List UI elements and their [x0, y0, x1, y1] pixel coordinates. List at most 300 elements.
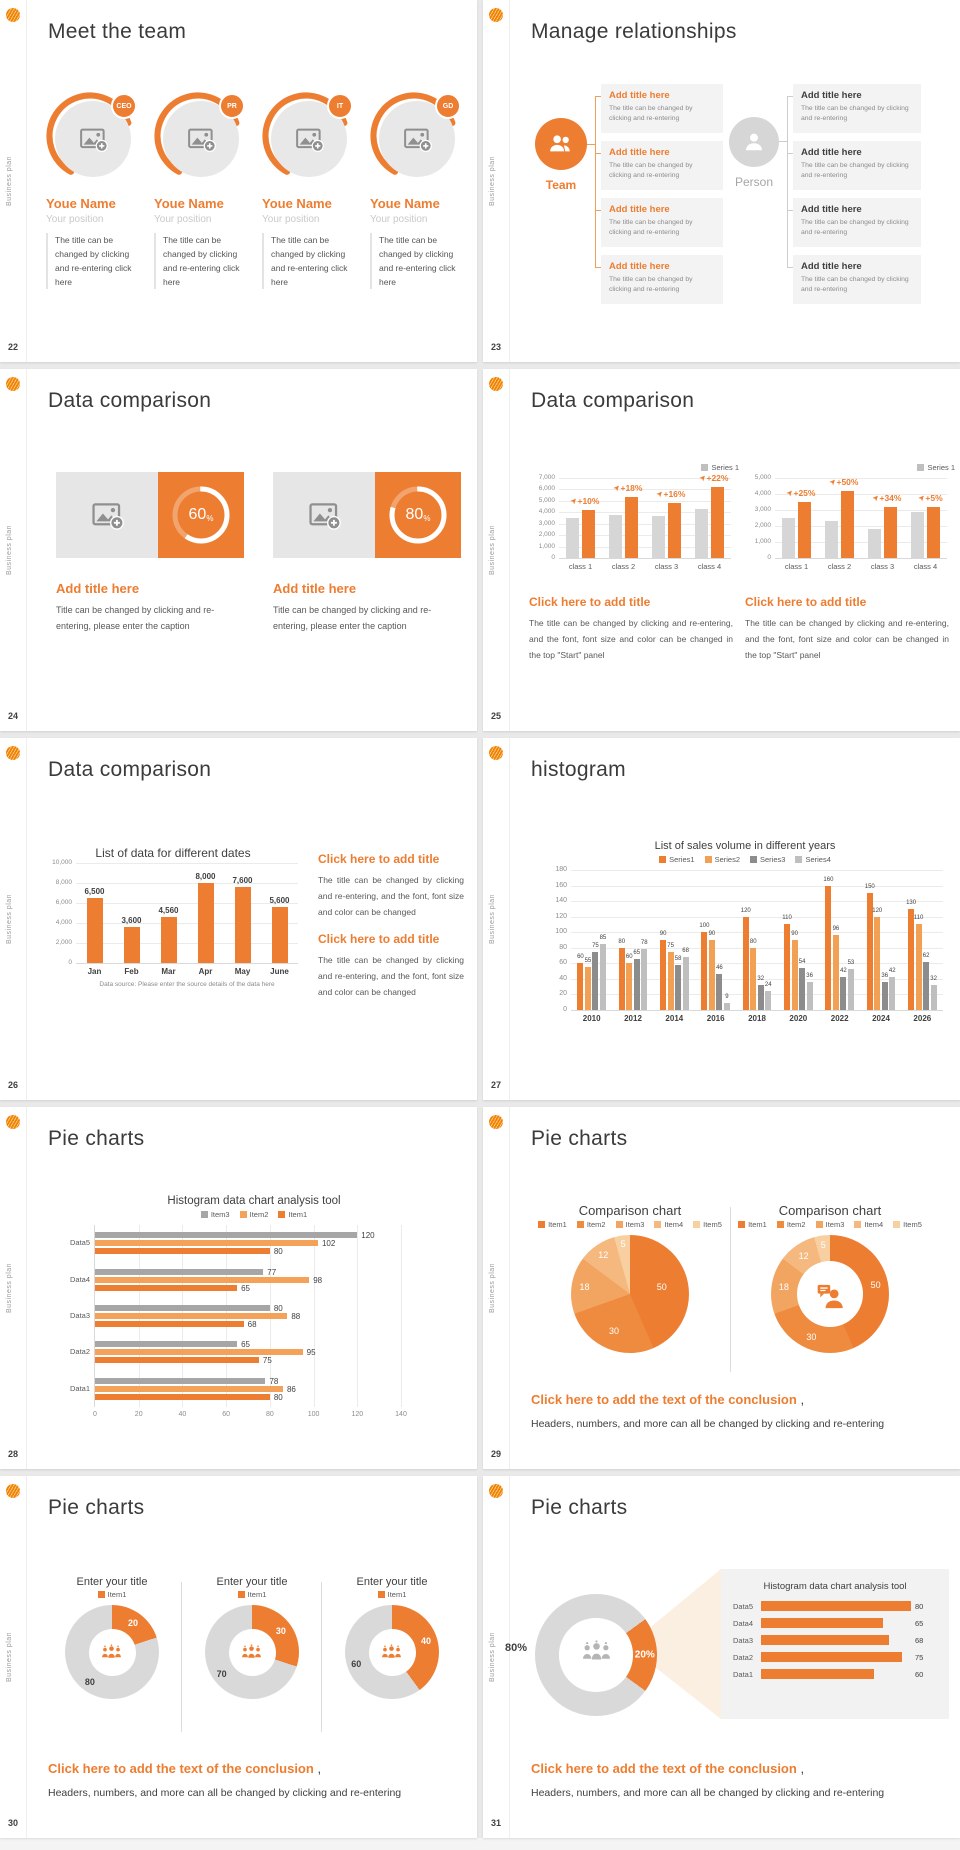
plot-area [538, 473, 731, 571]
caption-body: The title can be changed by clicking and re-entering, and the font, font size and color can be changed [318, 875, 464, 918]
chart-legend [745, 463, 955, 472]
y-tick: 5,000 [538, 496, 555, 504]
legend-label: Item2 [786, 1220, 806, 1229]
value-label: 120 [361, 1231, 375, 1241]
value-label: 62 [922, 952, 930, 959]
card-body: Title can be changed by clicking and re-entering, please enter the caption [56, 605, 215, 632]
legend-swatch [795, 856, 802, 863]
value-label: 36 [806, 973, 813, 979]
slice-label: 50 [656, 1282, 667, 1293]
chart-legend [186, 1590, 318, 1599]
legend-swatch [577, 1221, 584, 1228]
legend-label: Item1 [748, 1220, 767, 1229]
progress-value: 80 % [405, 506, 431, 523]
bar [882, 982, 888, 1010]
page-number: 24 [8, 711, 19, 721]
x-tick: 120 [351, 1411, 364, 1418]
y-tick: 1,000 [538, 542, 555, 550]
bar-track [761, 1669, 911, 1679]
org-item-title: Add title here [609, 90, 670, 101]
legend-item [654, 1220, 683, 1229]
value-label: 150 [864, 884, 875, 891]
x-tick: 0 [93, 1411, 97, 1418]
legend-item [240, 1210, 269, 1219]
team-icon [535, 118, 587, 170]
value-label: 32 [757, 976, 765, 983]
value-label: 4,560 [158, 906, 179, 916]
y-tick: 6,000 [538, 485, 555, 493]
slide-25[interactable] [483, 369, 960, 731]
role-badge: CEO [111, 93, 137, 119]
value-label: 80 [915, 1601, 924, 1611]
slide-title: Manage relationships [531, 20, 737, 43]
brand-logo-icon [6, 377, 20, 391]
bar-track [761, 1618, 911, 1628]
member-description: The title can be changed by clicking and re-entering click here [46, 233, 135, 289]
x-tick: May [234, 967, 251, 976]
x-tick: 80 [265, 1411, 274, 1418]
legend-label: Item2 [249, 1210, 269, 1219]
bar [792, 940, 798, 1010]
value-label: 88 [291, 1312, 301, 1321]
bar [868, 529, 881, 558]
caption-title: Click here to add title [529, 595, 651, 609]
y-tick: 140 [555, 897, 567, 905]
value-label: 75 [667, 942, 674, 949]
member-position: Your position [154, 214, 212, 225]
bar [87, 898, 103, 963]
value-label: 100 [699, 923, 710, 930]
page-number: 30 [8, 1818, 19, 1828]
legend-item [816, 1220, 845, 1229]
legend-label: Item5 [703, 1220, 722, 1229]
bar [609, 515, 622, 558]
value-label: 42 [888, 968, 896, 975]
bar [95, 1357, 259, 1363]
bar [750, 948, 756, 1010]
slide-29[interactable] [483, 1107, 960, 1469]
x-tick: June [270, 967, 289, 976]
chart-legend [735, 1220, 925, 1229]
bar [582, 510, 595, 558]
legend-label: Series3 [760, 855, 786, 864]
slide-27[interactable] [483, 738, 960, 1100]
side-label: Business plan [6, 893, 13, 945]
brand-logo-icon [6, 8, 20, 22]
value-label: 80 [273, 1247, 283, 1257]
legend-label: Series 1 [927, 463, 955, 472]
donut-chart-block [186, 1576, 318, 1699]
slide-title: Pie charts [531, 1496, 628, 1519]
y-tick: 10,000 [52, 859, 72, 866]
progress-ring [169, 483, 233, 547]
slide-22[interactable] [0, 0, 477, 362]
y-tick: 60 [559, 959, 567, 967]
conclusion-block [531, 1760, 943, 1799]
arrow-icon: ➤ [612, 484, 622, 494]
slide-title: Data comparison [531, 389, 695, 412]
side-label: Business plan [489, 524, 496, 576]
bar [619, 948, 625, 1010]
org-item [601, 84, 723, 133]
plot-area [52, 859, 298, 976]
person-icon [729, 117, 779, 167]
gridline [571, 932, 943, 933]
legend-label: Item4 [664, 1220, 684, 1229]
conclusion-body: Headers, numbers, and more can all be changed by clicking and re-entering [531, 1787, 885, 1799]
donut-left-label: 80% [505, 1642, 528, 1654]
bar-chart [42, 846, 304, 988]
value-label: 98 [313, 1275, 323, 1285]
bar [784, 924, 790, 1010]
legend-swatch [777, 1221, 784, 1228]
bar [95, 1240, 318, 1246]
legend-label: Item3 [625, 1220, 645, 1229]
mini-chart-panel [721, 1569, 949, 1719]
slice-label: 30 [609, 1325, 620, 1336]
value-label: 77 [267, 1267, 277, 1277]
bar [758, 985, 764, 1010]
slice-label: 18 [778, 1282, 789, 1293]
caption-block [318, 932, 464, 1000]
y-tick: 20 [559, 990, 567, 998]
x-tick: 2016 [706, 1014, 725, 1023]
slide-26[interactable] [0, 738, 477, 1100]
percent-text: +22% [706, 473, 729, 484]
bar-track [761, 1635, 911, 1645]
org-item-body: The title can be changed by clicking and re-entering [801, 105, 909, 123]
x-tick: class 1 [784, 562, 809, 571]
org-item [601, 141, 723, 190]
x-tick: 2022 [830, 1014, 849, 1023]
x-tick: 2012 [624, 1014, 642, 1023]
row-label: Data2 [733, 1652, 754, 1662]
legend-swatch [378, 1591, 385, 1598]
page-bottom-strip [0, 1838, 960, 1850]
org-item-body: The title can be changed by clicking and re-entering [609, 276, 693, 294]
member-position: Your position [262, 214, 320, 225]
gridline [76, 943, 298, 944]
value-label: 90 [791, 931, 798, 937]
member-name: Youe Name [370, 196, 440, 211]
person-chat-icon [813, 1279, 848, 1314]
percent-text: +10% [577, 496, 600, 506]
legend-item [705, 855, 740, 864]
slide-sidebar [0, 1476, 27, 1838]
percent-label [571, 496, 600, 506]
value-label: 7,600 [232, 876, 253, 885]
conclusion-comma: , [796, 1392, 805, 1407]
chart-title: Histogram data chart analysis tool [167, 1195, 341, 1207]
legend-item [378, 1590, 407, 1599]
people-icon [580, 1634, 613, 1667]
connector-line [779, 141, 787, 142]
chart-legend [545, 855, 945, 864]
bar [761, 1618, 883, 1628]
x-tick: Mar [161, 967, 176, 976]
conclusion-title: Click here to add the text of the conclusion [48, 1761, 314, 1776]
value-label: 90 [708, 931, 716, 937]
donut-chart-block [46, 1576, 178, 1699]
legend-swatch [917, 464, 924, 471]
horizontal-bar-chart [54, 1195, 454, 1418]
pie-chart [535, 1220, 725, 1353]
role-badge: IT [327, 93, 353, 119]
value-label: 68 [915, 1635, 924, 1645]
y-tick: 0 [767, 554, 771, 561]
value-label: 32 [930, 976, 937, 983]
value-label: 65 [633, 950, 641, 957]
arrow-icon: ➤ [655, 489, 665, 500]
team-member [370, 92, 467, 289]
mini-bar-row [733, 1652, 933, 1662]
bar [798, 502, 811, 558]
divider [321, 1582, 322, 1732]
legend-label: Item5 [903, 1220, 922, 1229]
member-name: Youe Name [262, 196, 332, 211]
slide-31[interactable] [483, 1476, 960, 1838]
percent-text: +16% [663, 489, 686, 500]
legend-swatch [538, 1221, 545, 1228]
value-label: 96 [832, 926, 840, 933]
slice-label: 60 [351, 1658, 362, 1669]
brand-logo-icon [489, 1484, 503, 1498]
chart-title: Enter your title [216, 1576, 288, 1588]
gridline [571, 901, 943, 902]
bar [931, 985, 937, 1010]
bar [807, 982, 813, 1010]
value-label: 85 [599, 934, 607, 941]
y-tick: 8,000 [55, 879, 72, 886]
percent-label [657, 489, 686, 499]
brand-logo-icon [489, 1115, 503, 1129]
y-tick: 5,000 [754, 474, 771, 481]
value-label: 75 [592, 942, 599, 949]
x-tick: 2020 [789, 1014, 808, 1023]
bar [124, 927, 140, 963]
slide-title: histogram [531, 758, 626, 781]
x-tick: Jan [87, 967, 102, 976]
value-label: 36 [881, 973, 889, 979]
gridline [571, 886, 943, 887]
pie-chart-block [735, 1203, 925, 1353]
donut-chart-block [326, 1576, 458, 1699]
bar [95, 1394, 270, 1400]
value-label: 65 [241, 1340, 250, 1350]
image-placeholder [56, 472, 158, 558]
image-plus-icon [294, 124, 324, 154]
value-label: 42 [840, 968, 847, 975]
org-item-body: The title can be changed by clicking and re-entering [801, 219, 909, 237]
bar [761, 1652, 902, 1662]
org-item-title: Add title here [609, 204, 670, 215]
chart-title: Enter your title [76, 1576, 148, 1588]
y-tick: 80 [559, 943, 567, 951]
legend-swatch [240, 1211, 247, 1218]
bar [95, 1305, 270, 1311]
slide-30[interactable] [0, 1476, 477, 1838]
legend-swatch [705, 856, 712, 863]
bar [577, 963, 583, 1010]
bar [634, 959, 640, 1010]
legend-label: Series1 [669, 855, 695, 864]
bar-track [761, 1652, 911, 1662]
bar [889, 977, 895, 1010]
slice-label: 50 [870, 1279, 881, 1290]
bar [840, 977, 846, 1010]
value-label: 60 [625, 954, 633, 961]
slide-sidebar [0, 0, 27, 362]
legend-label: Series4 [805, 855, 831, 864]
value-label: 9 [725, 994, 729, 1000]
slide-title: Meet the team [48, 20, 187, 43]
bar [825, 886, 831, 1010]
panel-title: Histogram data chart analysis tool [763, 1581, 907, 1592]
bar [660, 940, 666, 1010]
slide-title: Pie charts [48, 1496, 145, 1519]
legend-swatch [854, 1221, 861, 1228]
y-tick: 120 [555, 912, 567, 920]
gridline [775, 478, 947, 479]
row-label: Data4 [69, 1274, 90, 1284]
data-card [56, 472, 244, 558]
arrow-icon: ➤ [785, 488, 795, 498]
mini-bar-row [733, 1635, 933, 1645]
slide-title: Data comparison [48, 389, 212, 412]
pie-chart-block [535, 1203, 725, 1353]
x-tick: 100 [307, 1411, 320, 1418]
role-badge: PR [219, 93, 245, 119]
value-label: 75 [915, 1652, 924, 1662]
bar [848, 969, 854, 1010]
connector-line [595, 96, 596, 267]
slice-label: 12 [598, 1250, 609, 1261]
page-number: 22 [8, 342, 19, 352]
member-photo-frame [370, 92, 460, 182]
legend-swatch [816, 1221, 823, 1228]
chart-legend [46, 1590, 178, 1599]
slide-28[interactable] [0, 1107, 477, 1469]
x-tick: Feb [124, 967, 139, 976]
y-tick: 0 [68, 959, 72, 966]
arrow-icon: ➤ [569, 496, 579, 506]
legend-item [98, 1590, 127, 1599]
member-position: Your position [46, 214, 104, 225]
slide-sidebar [483, 1107, 510, 1469]
y-tick: 40 [559, 974, 567, 982]
bar [724, 1003, 730, 1010]
people-icon [240, 1640, 263, 1663]
legend-label: Item1 [387, 1590, 407, 1599]
y-tick: 0 [551, 554, 555, 561]
bar [625, 497, 638, 558]
value-label: 55 [584, 958, 592, 965]
bar [95, 1248, 270, 1254]
caption-block [745, 595, 949, 663]
bar [825, 521, 838, 558]
chart-legend [535, 1220, 725, 1229]
org-item-title: Add title here [801, 204, 862, 215]
value-label: 80 [273, 1304, 283, 1313]
legend-item [201, 1210, 230, 1219]
bar-chart [529, 461, 739, 571]
row-label: Data3 [733, 1635, 754, 1645]
legend-item [616, 1220, 645, 1229]
x-tick: class 2 [827, 562, 852, 571]
y-tick: 7,000 [538, 474, 555, 481]
member-photo-frame [154, 92, 244, 182]
member-description: The title can be changed by clicking and re-entering click here [154, 233, 243, 289]
y-tick: 2,000 [754, 522, 771, 529]
bar [652, 516, 665, 558]
slide-24[interactable] [0, 369, 477, 731]
bar [711, 487, 724, 558]
value-label: 65 [241, 1283, 250, 1293]
connector-line [787, 96, 788, 267]
member-photo-frame [262, 92, 352, 182]
slice-label: 20% [634, 1649, 655, 1661]
bar [743, 917, 749, 1010]
percent-panel [158, 472, 244, 558]
bar-chart [545, 840, 945, 1023]
slide-title: Pie charts [531, 1127, 628, 1150]
chart-title: List of data for different dates [95, 846, 251, 860]
bar [916, 924, 922, 1010]
percent-label [873, 493, 902, 503]
slide-23[interactable] [483, 0, 960, 362]
page-number: 28 [8, 1449, 19, 1459]
conclusion-title: Click here to add the text of the conclusion [531, 1392, 797, 1407]
brand-logo-icon [489, 8, 503, 22]
page-number: 25 [491, 711, 502, 721]
legend-swatch [893, 1221, 900, 1228]
value-label: 120 [740, 907, 751, 914]
gridline [357, 1225, 358, 1407]
divider [181, 1582, 182, 1732]
member-position: Your position [370, 214, 428, 225]
value-label: 75 [262, 1356, 272, 1366]
slide-sidebar [0, 738, 27, 1100]
x-tick: 2018 [748, 1014, 766, 1023]
value-label: 3,600 [121, 916, 142, 925]
legend-label: Item1 [548, 1220, 567, 1229]
legend-swatch [693, 1221, 700, 1228]
team-member [154, 92, 251, 289]
x-tick: class 4 [697, 562, 722, 571]
caption-body: The title can be changed by clicking and re-entering, and the font, font size and color can be changed in the top "Start" panel [745, 618, 949, 661]
value-label: 110 [913, 915, 924, 922]
x-tick: 20 [134, 1411, 143, 1418]
legend-item [693, 1220, 722, 1229]
bar [683, 957, 689, 1010]
bar [675, 965, 681, 1010]
bar [600, 944, 606, 1010]
org-item-title: Add title here [609, 147, 670, 158]
value-label: 80 [618, 938, 626, 945]
bar [95, 1341, 237, 1347]
side-label: Business plan [489, 1631, 496, 1683]
x-tick: 2014 [665, 1014, 684, 1023]
percent-text: +34% [879, 492, 902, 503]
caption-title: Click here to add title [318, 852, 440, 866]
bar [884, 507, 897, 558]
bar [95, 1269, 263, 1275]
caption-body: The title can be changed by clicking and re-entering, and the font, font size and color can be changed in the top "Start" panel [529, 618, 733, 661]
member-name: Youe Name [46, 196, 116, 211]
gridline [559, 489, 731, 490]
card-title: Add title here [56, 581, 140, 596]
caption-block [529, 595, 733, 663]
